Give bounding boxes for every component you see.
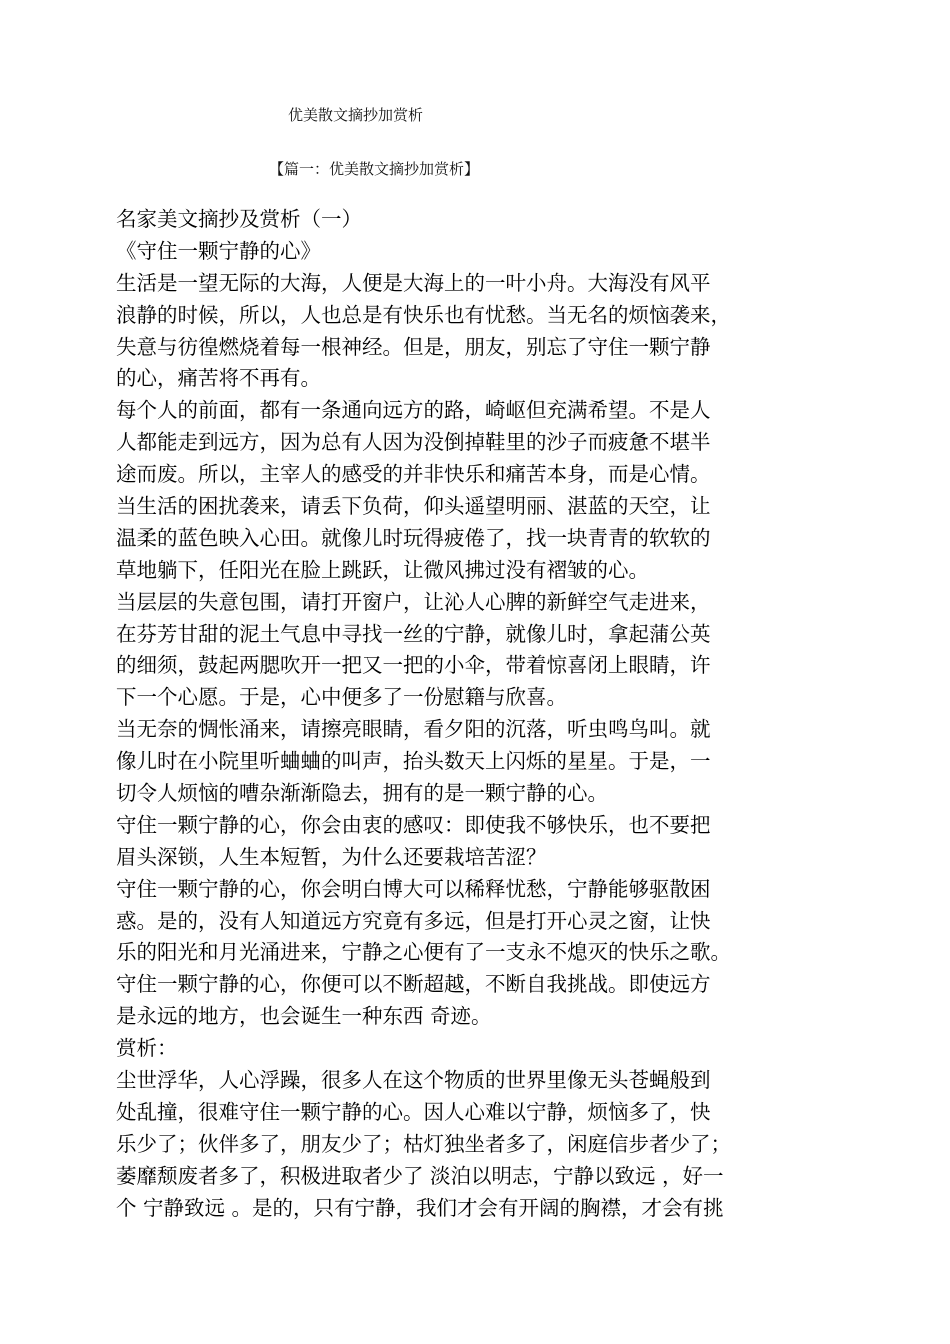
text-line: 在芬芳甘甜的泥土气息中寻找一丝的宁静，就像儿时，拿起蒲公英 [116,621,711,646]
text-line: 草地躺下，任阳光在脸上跳跃，让微风拂过没有褶皱的心。 [116,557,649,582]
text-line: 生活是一望无际的大海，人便是大海上的一叶小舟。大海没有风平 [116,270,711,295]
text-line: 切令人烦恼的嘈杂渐渐隐去，拥有的是一颗宁静的心。 [116,781,608,806]
text-line: 的细须，鼓起两腮吹开一把又一把的小伞，带着惊喜闭上眼睛，许 [116,653,711,678]
text-line: 乐的阳光和月光涌进来，宁静之心便有了一支永不熄灭的快乐之歌。 [116,940,731,965]
text-line: 赏析： [116,1036,178,1061]
text-line: 惑。是的，没有人知道远方究竟有多远，但是打开心灵之窗，让快 [116,908,711,933]
text-line: 人都能走到远方，因为总有人因为没倒掉鞋里的沙子而疲惫不堪半 [116,430,711,455]
essay-title: 《守住一颗宁静的心》 [116,238,321,263]
text-line: 个 宁静致远 。是的，只有宁静，我们才会有开阔的胸襟，才会有挑 [116,1195,724,1220]
text-line: 守住一颗宁静的心，你会由衷的感叹：即使我不够快乐，也不要把 [116,812,711,837]
article-body [116,204,836,1225]
text-line: 像儿时在小院里听蛐蛐的叫声，抬头数天上闪烁的星星。于是，一 [116,749,711,774]
article-heading: 名家美文摘抄及赏析（一） [116,207,362,231]
text-line: 下一个心愿。于是，心中便多了一份慰籍与欣喜。 [116,685,567,710]
text-line: 每个人的前面，都有一条通向远方的路，崎岖但充满希望。不是人 [116,398,711,423]
text-line: 萎靡颓废者多了，积极进取者少了 淡泊以明志，宁静以致远 ，好一 [116,1163,724,1188]
text-line: 当无奈的惆怅涌来，请擦亮眼睛，看夕阳的沉落，听虫鸣鸟叫。就 [116,717,711,742]
text-line: 失意与彷徨燃烧着每一根神经。但是，朋友，别忘了守住一颗宁静 [116,334,711,359]
text-line: 守住一颗宁静的心，你会明白博大可以稀释忧愁，宁静能够驱散困 [116,876,711,901]
text-line: 的心，痛苦将不再有。 [116,366,321,391]
text-line: 途而废。所以，主宰人的感受的并非快乐和痛苦本身，而是心情。 [116,462,711,487]
text-line: 守住一颗宁静的心，你便可以不断超越，不断自我挑战。即使远方 [116,972,711,997]
text-line: 浪静的时候，所以，人也总是有快乐也有忧愁。当无名的烦恼袭来， [116,302,731,327]
text-line: 尘世浮华，人心浮躁，很多人在这个物质的世界里像无头苍蝇般到 [116,1068,711,1093]
text-line: 当层层的失意包围，请打开窗户，让沁人心脾的新鲜空气走进来， [116,589,711,614]
text-line: 处乱撞，很难守住一颗宁静的心。因人心难以宁静，烦恼多了，快 [116,1099,711,1124]
text-line: 当生活的困扰袭来，请丢下负荷，仰头遥望明丽、湛蓝的天空，让 [116,494,711,519]
text-line: 是永远的地方，也会诞生一种东西 奇迹。 [116,1004,492,1029]
text-line: 眉头深锁，人生本短暂，为什么还要栽培苦涩？ [116,844,547,869]
text-line: 温柔的蓝色映入心田。就像儿时玩得疲倦了，找一块青青的软软的 [116,525,711,550]
text-line: 乐少了；伙伴多了，朋友少了；枯灯独坐者多了，闲庭信步者少了； [116,1131,731,1156]
section-heading: 【篇一：优美散文摘抄加赏析】 [269,160,480,178]
document-title: 优美散文摘抄加赏析 [288,106,424,124]
